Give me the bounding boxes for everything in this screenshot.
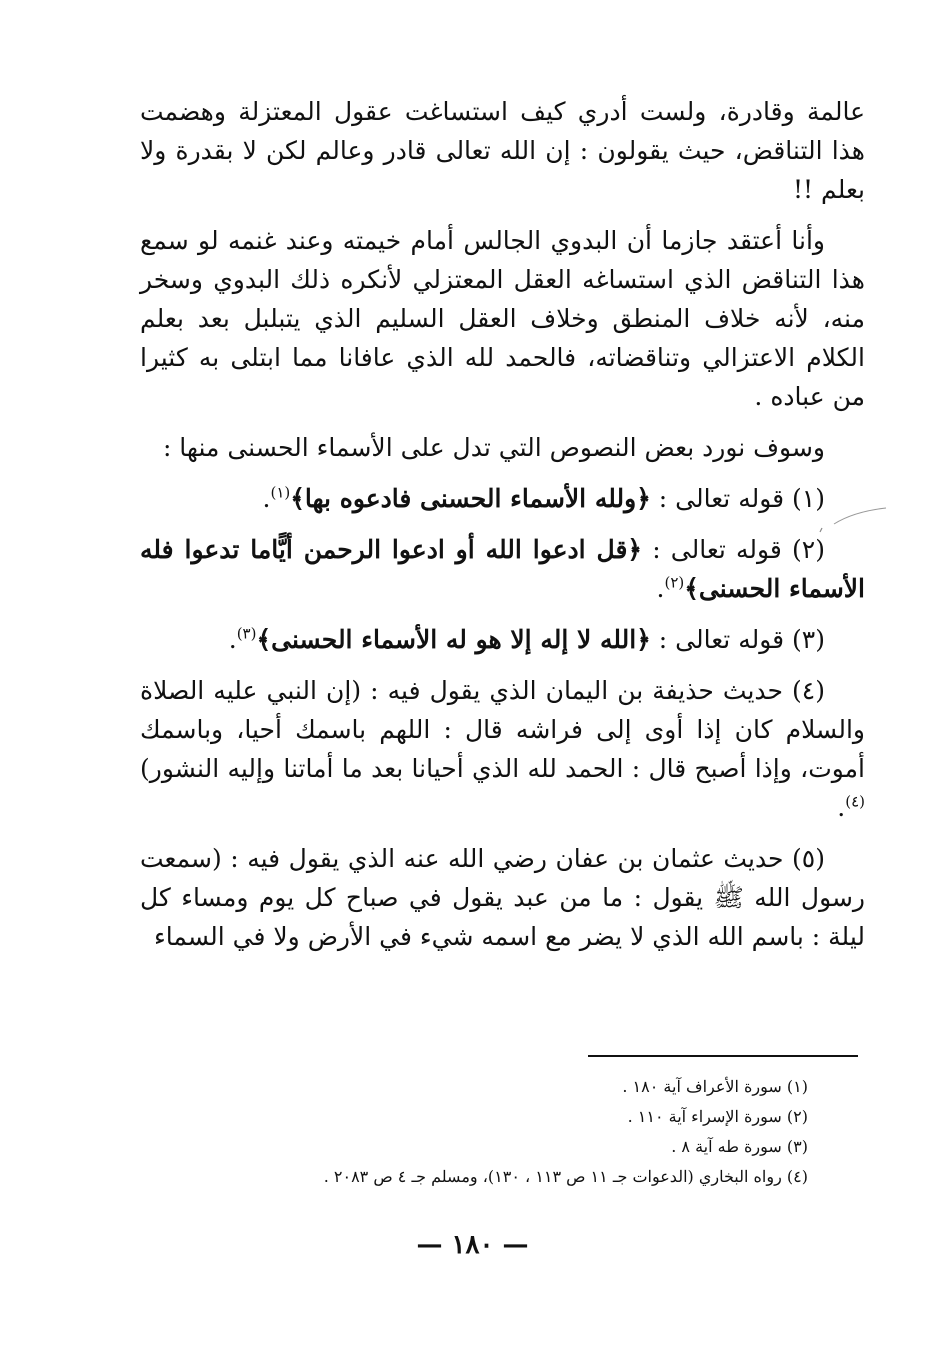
footnote-separator	[588, 1055, 858, 1057]
list-item-5-label: (٥) حديث عثمان بن عفان رضي الله عنه الذي يقول فيه :	[221, 844, 825, 873]
list-item-2	[140, 530, 865, 608]
list-item-3-quote: ﴿الله لا إله إلا هو له الأسماء الحسنى﴾	[256, 625, 651, 654]
list-item-5-text: (سمعت رسول الله ﷺ يقول : ما من عبد يقول في صباح كل يوم ومساء كل ليلة : باسم الله الذي لا يضر مع اسمه شيء في الأرض ولا في السماء	[140, 844, 865, 951]
paragraph-3-text: وسوف نورد بعض النصوص التي تدل على الأسماء الحسنى منها :	[162, 433, 825, 462]
list-item-2-quote: ﴿قل ادعوا الله أو ادعوا الرحمن أيًّاما تدعوا فله الأسماء الحسنى﴾	[140, 535, 865, 603]
list-item-1-quote: ﴿ولله الأسماء الحسنى فادعوه بها﴾	[290, 484, 651, 513]
footnote-ref-2: (٢)	[664, 573, 685, 592]
paragraph-1-text: عالمة وقادرة، ولست أدري كيف استساغت عقول المعتزلة وهضمت هذا التناقض، حيث يقولون : إن الله تعالى قادر وعالم لكن لا بقدرة ولا بعلم !!	[140, 97, 865, 204]
footnote-1: (١) سورة الأعراف آية ١٨٠ .	[622, 1077, 808, 1096]
list-item-4-tail: .	[837, 793, 846, 822]
margin-pencil-mark	[818, 506, 888, 536]
list-item-4-text: (إن النبي عليه الصلاة والسلام كان إذا أوى إلى فراشه قال : اللهم باسمك أحيا، وباسمك أموت، وإذا أصبح قال : الحمد لله الذي أحيانا بعد ما أماتنا وإليه النشور)	[140, 676, 865, 783]
list-item-2-label: (٢) قوله تعالى :	[642, 535, 825, 564]
paragraph-3	[140, 428, 865, 467]
list-item-5	[140, 839, 865, 956]
list-item-4-label: (٤) حديث حذيفة بن اليمان الذي يقول فيه :	[361, 676, 825, 705]
paragraph-2	[140, 221, 865, 416]
footnote-ref-3: (٣)	[236, 624, 257, 643]
list-item-1-tail: .	[262, 484, 271, 513]
list-item-4	[140, 671, 865, 827]
footnote-3: (٣) سورة طه آية ٨ .	[671, 1137, 808, 1156]
list-item-3-label: (٣) قوله تعالى :	[650, 625, 825, 654]
paragraph-2-text: وأنا أعتقد جازما أن البدوي الجالس أمام خيمته وعند غنمه لو سمع هذا التناقض الذي استساغه العقل المعتزلي لأنكره ذلك البدوي وسخر منه، لأنه خلاف المنطق وخلاف العقل السليم الذي يتبلبل بعد بعلم الكلام الاعتزالي وتناقضاته، فالحمد لله الذي عافانا مما ابتلى به كثيرا من عباده .	[140, 226, 865, 411]
footnote-ref-4: (٤)	[845, 792, 865, 811]
page-number: — ١٨٠ —	[416, 1230, 529, 1260]
footnote-2: (٢) سورة الإسراء آية ١١٠ .	[627, 1107, 808, 1126]
main-text	[140, 92, 865, 968]
list-item-1	[140, 479, 865, 518]
list-item-3	[140, 620, 865, 659]
footnote-4: (٤) رواه البخاري (الدعوات جـ ١١ ص ١١٣ ، ١٣٠)، ومسلم جـ ٤ ص ٢٠٨٣ .	[323, 1167, 808, 1186]
list-item-1-label: (١) قوله تعالى :	[650, 484, 825, 513]
footnotes	[140, 1072, 808, 1192]
footnote-ref-1: (١)	[270, 483, 291, 502]
list-item-2-tail: .	[656, 574, 665, 603]
list-item-3-tail: .	[228, 625, 237, 654]
paragraph-1	[140, 92, 865, 209]
